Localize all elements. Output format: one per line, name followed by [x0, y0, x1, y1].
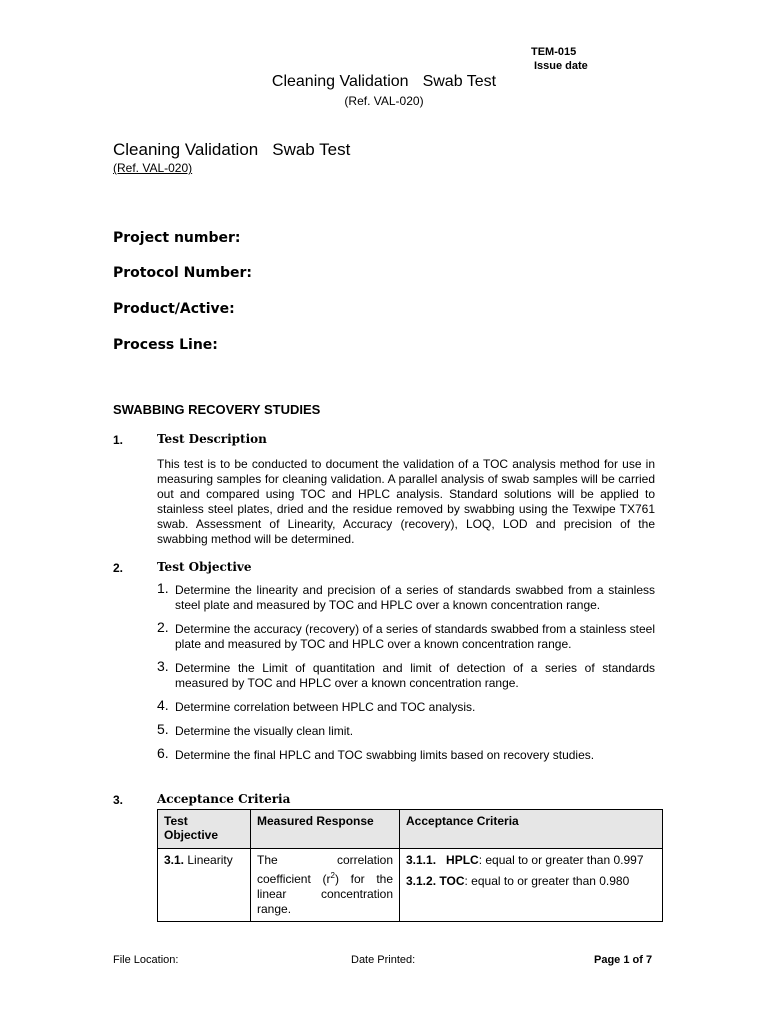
objective-text: Determine the visually clean limit. — [175, 724, 354, 738]
section-2-number: 2. — [113, 561, 124, 575]
section-1-heading: Test Description — [157, 432, 267, 446]
document-ref: (Ref. VAL-020) — [113, 161, 193, 175]
section-1-number: 1. — [113, 433, 124, 447]
issue-date-label: Issue date — [534, 60, 588, 72]
cell-measured-response — [251, 849, 400, 922]
objective-number: 5. — [157, 721, 169, 737]
criterion-key: TOC — [439, 874, 465, 888]
acceptance-criteria-table — [157, 809, 663, 922]
response-text: ) for the — [334, 872, 394, 886]
criterion-hplc — [406, 853, 656, 868]
objective-text: Determine the linearity and precision of a series of standards swabbed from a stainless steel plate and measured by TOC and HPLC over a known concentration range. — [175, 583, 655, 612]
protocol-number-label: Protocol Number: — [113, 265, 252, 281]
criterion-key: HPLC — [446, 853, 479, 867]
table-header-row — [158, 810, 663, 849]
response-line: linear concentration — [257, 887, 393, 901]
section-title: SWABBING RECOVERY STUDIES — [113, 402, 321, 417]
objective-list — [157, 580, 655, 772]
section-2-heading: Test Objective — [157, 560, 252, 574]
header-title-part2: Swab Test — [422, 73, 497, 90]
objective-item — [157, 619, 655, 652]
col-header-measured-response: Measured Response — [251, 810, 400, 849]
product-active-label: Product/Active: — [113, 301, 235, 317]
project-number-label: Project number: — [113, 230, 241, 246]
objective-number: 4. — [157, 697, 169, 713]
cell-test-objective — [158, 849, 251, 922]
col-header-test-objective: Test Objective — [158, 810, 251, 849]
section-3-heading: Acceptance Criteria — [157, 792, 291, 806]
section-1-body: This test is to be conducted to document the validation of a TOC analysis method for use in measuring samples for cleaning validation. A parallel analysis of swab samples will be carried out and compared using TOC and HPLC analysis. Standard solutions will be applied to stainless steel plates, dried and the residue removed by swabbing using the Texwipe TX761 swab. Assessment of Linearity, Accuracy (recovery), LOQ, LOD and precision of the swabbing method will be determined. — [157, 457, 655, 546]
criterion-text: : equal to or greater than 0.980 — [464, 874, 630, 888]
response-line: The correlation — [257, 853, 393, 867]
criterion-number: 3.1.1. — [406, 853, 437, 867]
document-title-part2: Swab Test — [272, 140, 351, 159]
response-line — [257, 868, 393, 887]
response-line: range. — [257, 902, 292, 916]
document-title-part1: Cleaning Validation — [113, 140, 259, 159]
document-title — [113, 140, 350, 160]
objective-number: 3.1. — [164, 853, 185, 867]
header-ref: (Ref. VAL-020) — [344, 94, 424, 108]
objective-text: Determine the Limit of quantitation and limit of detection of a series of standards measured by TOC and HPLC over a known concentration range. — [175, 661, 655, 690]
process-line-label: Process Line: — [113, 337, 218, 353]
footer-date-printed: Date Printed: — [351, 954, 416, 966]
cell-acceptance-criteria — [400, 849, 663, 922]
response-superscript: 2 — [330, 871, 335, 880]
header-title-part1: Cleaning Validation — [271, 73, 409, 90]
objective-text: Determine correlation between HPLC and TOC analysis. — [175, 700, 476, 714]
criterion-text: : equal to or greater than 0.997 — [478, 853, 644, 867]
objective-item — [157, 721, 655, 739]
section-3-number: 3. — [113, 793, 124, 807]
col-header-acceptance-criteria: Acceptance Criteria — [400, 810, 663, 849]
objective-label: Linearity — [187, 853, 233, 867]
header-title — [0, 73, 768, 91]
template-code-value: TEM-015 — [531, 46, 577, 58]
objective-number: 6. — [157, 745, 169, 761]
footer-page-number: Page 1 of 7 — [594, 954, 653, 966]
response-text: coefficient (r — [257, 872, 331, 886]
footer-file-location: File Location: — [113, 954, 179, 966]
objective-item — [157, 658, 655, 691]
objective-item — [157, 697, 655, 715]
objective-number: 2. — [157, 619, 169, 635]
criterion-number: 3.1.2. — [406, 874, 437, 888]
table-row — [158, 849, 663, 922]
criterion-toc — [406, 874, 656, 889]
objective-item — [157, 580, 655, 613]
objective-item — [157, 745, 655, 763]
objective-text: Determine the final HPLC and TOC swabbing limits based on recovery studies. — [175, 748, 595, 762]
objective-text: Determine the accuracy (recovery) of a series of standards swabbed from a stainless steel plate and measured by TOC and HPLC over a known concentration range. — [175, 622, 655, 651]
objective-number: 1. — [157, 580, 169, 596]
objective-number: 3. — [157, 658, 169, 674]
template-code — [531, 45, 588, 73]
